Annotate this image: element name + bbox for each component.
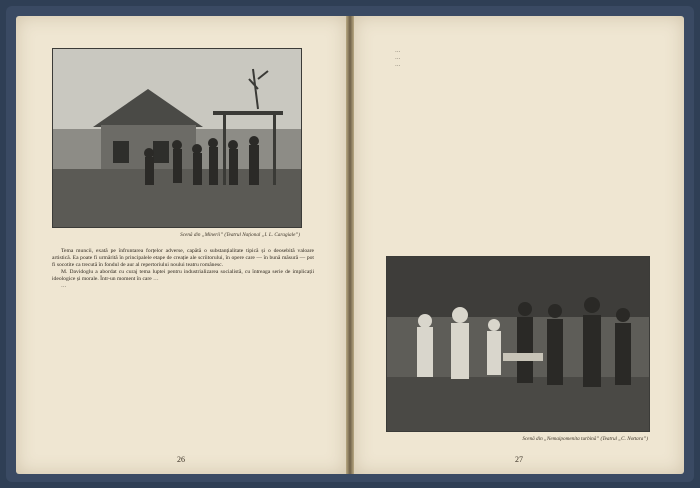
paragraph: … (395, 55, 401, 62)
photo-caption-left: Scenă din „Minerii” (Teatrul Național „I. L. Caragiale”) (180, 232, 300, 238)
photo-caption-right: Scenă din „Nemaipomenita turbină” (Teatrul „C. Nottara”) (522, 436, 648, 442)
stage-photo-turbina (386, 256, 650, 432)
paragraph: … (395, 62, 401, 69)
open-book (6, 6, 694, 482)
left-page (16, 16, 346, 474)
page-number-left: 26 (177, 455, 185, 464)
book-gutter (346, 16, 354, 474)
paragraph: … (395, 48, 401, 54)
page-number-right: 27 (515, 455, 523, 464)
left-text-column (52, 248, 314, 444)
paragraph: M. Davidoglu a abordat cu curaj tema luptei pentru industrializarea socialistă, cu întreaga serie de implicații ideologice și morale. Într-un moment în care … (52, 269, 314, 283)
right-text-column (386, 48, 650, 254)
stage-photo-minerii (52, 48, 302, 228)
paragraph: Tema muncii, exată pe înfruntarea forțelor adverse, capătă o substanțialitate tipică și o deosebită valoare artistică. Ea poate fi urmărită în principalele etape de creație ale scriitorului, în opere care — în bună măsură — pot fi socotite ca trecută în fondul de aur al repertoriului noului teatru românesc. (52, 248, 314, 269)
paragraph: … (61, 283, 67, 290)
right-page (354, 16, 684, 474)
